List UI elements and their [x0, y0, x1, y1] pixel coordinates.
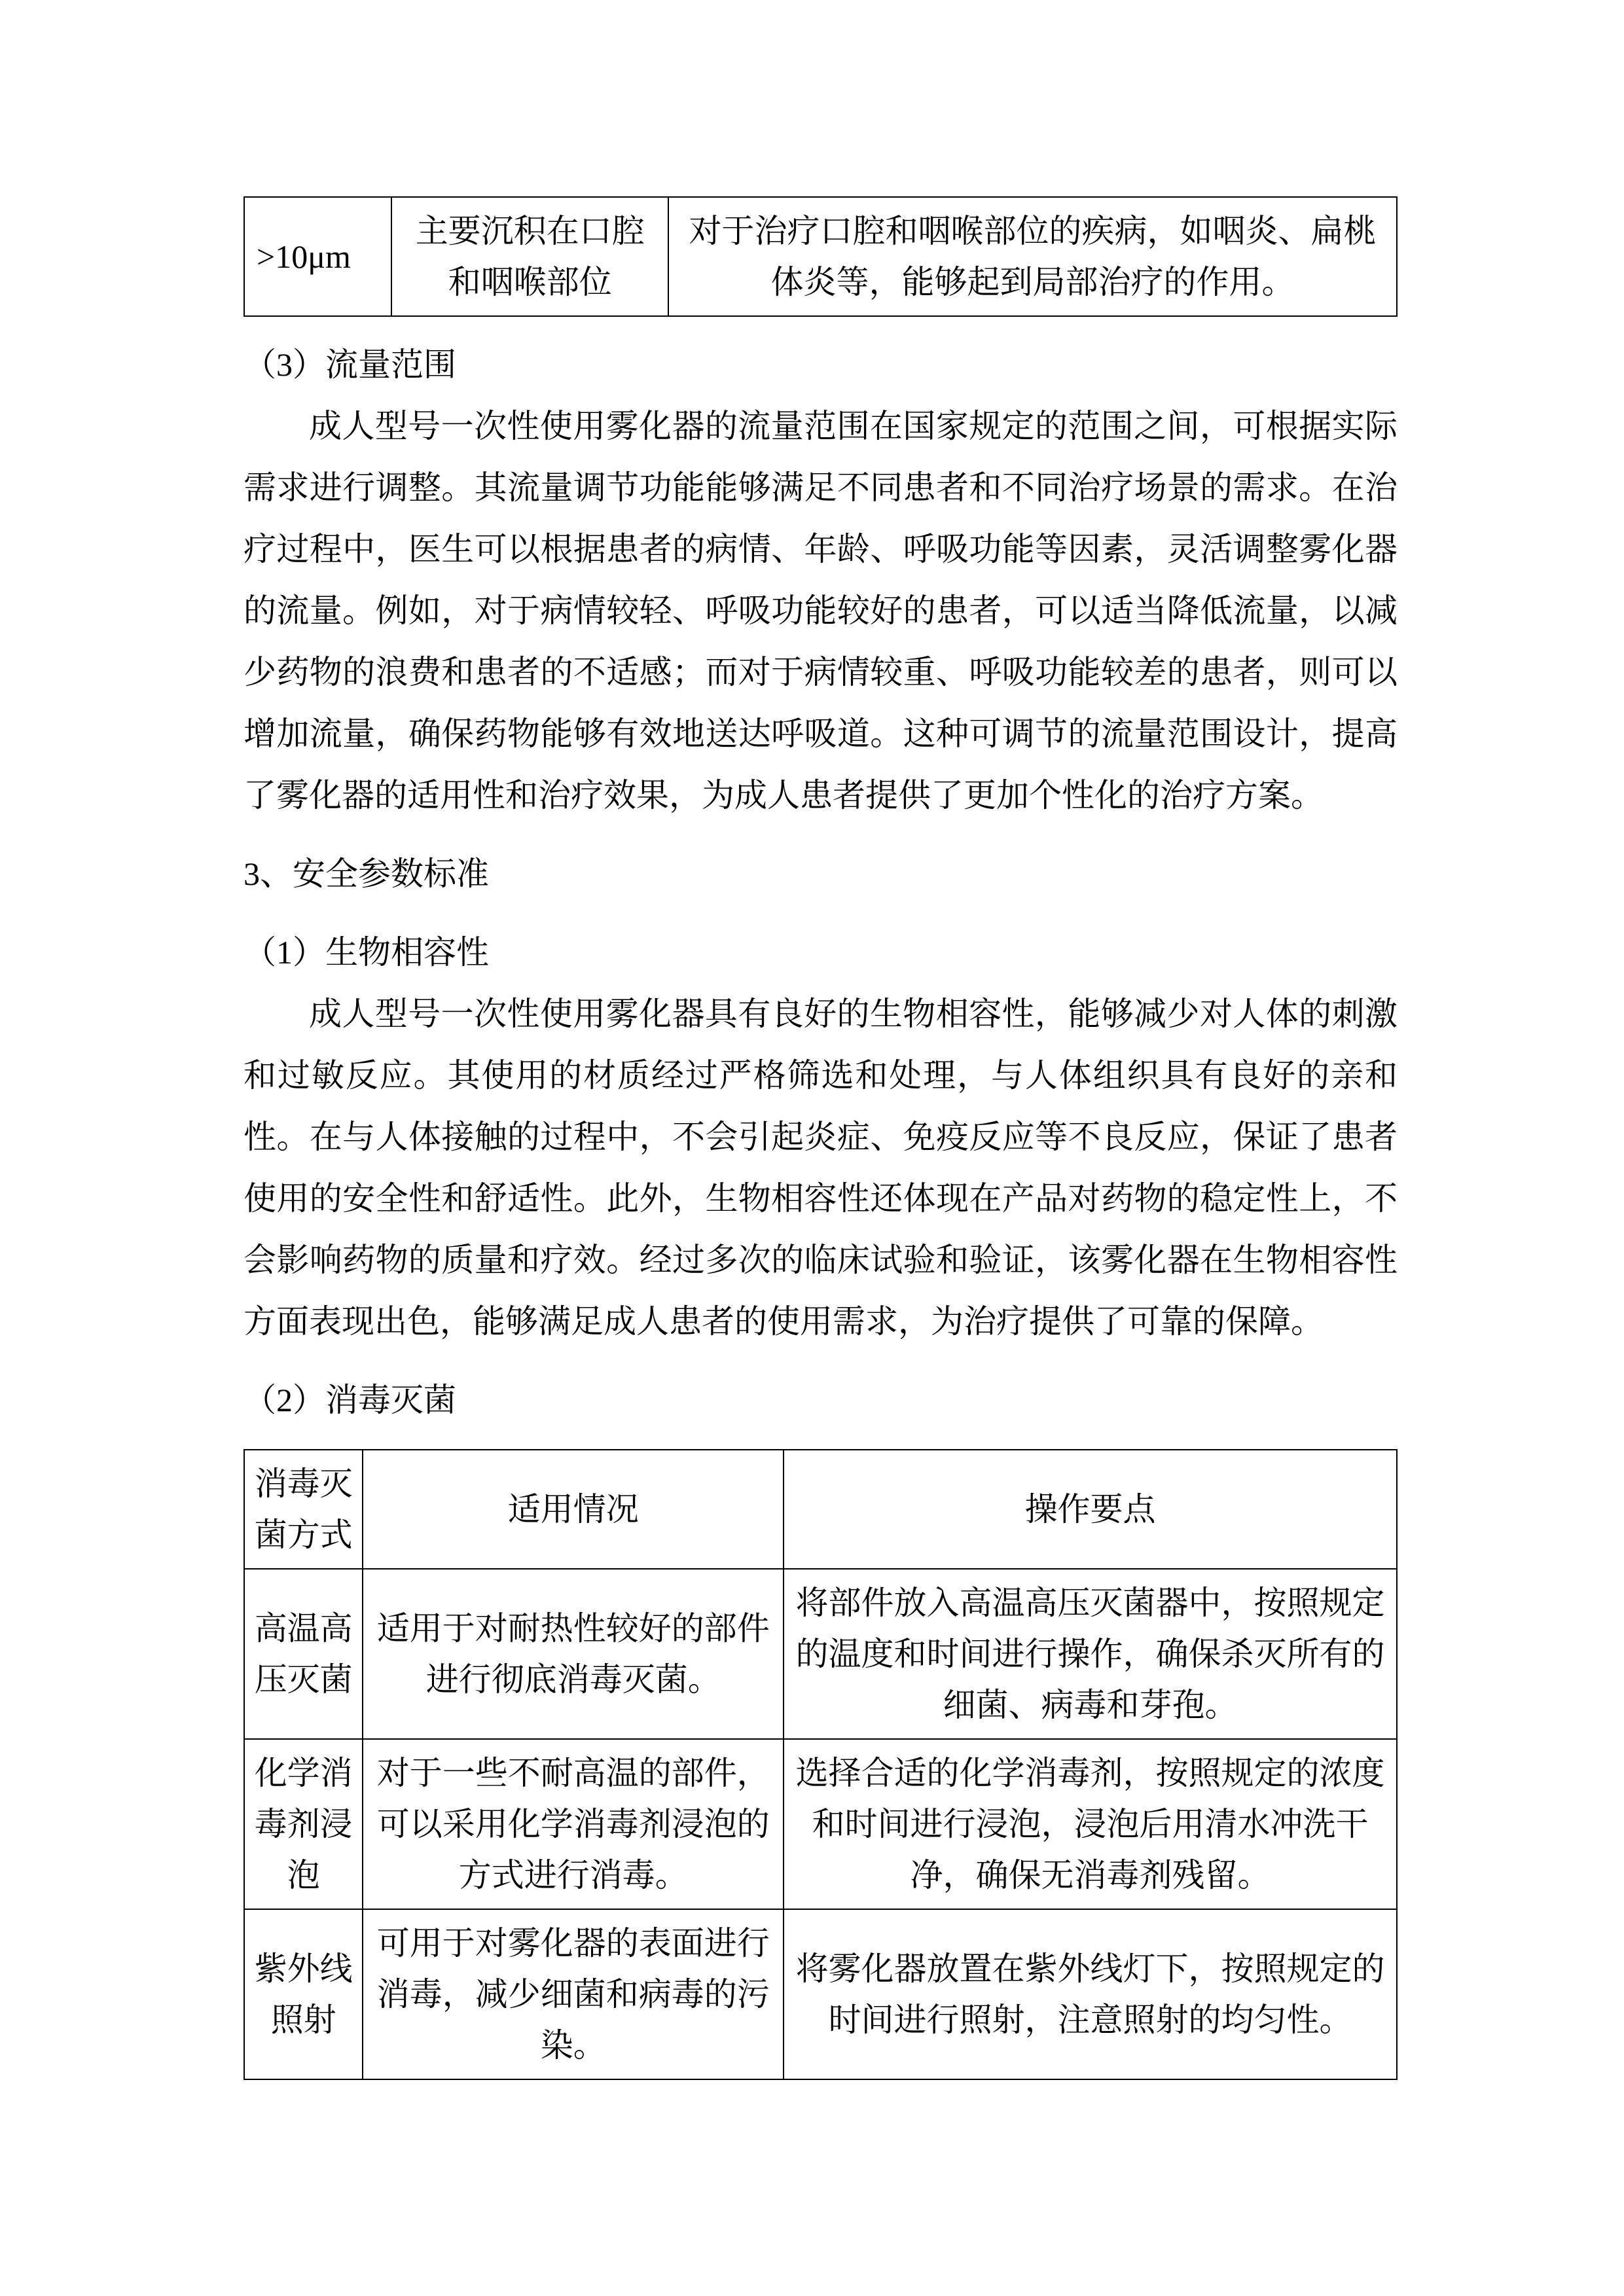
column-header-applicable: 适用情况: [363, 1450, 784, 1569]
operation-cell: 将部件放入高温高压灭菌器中，按照规定的温度和时间进行操作，确保杀灭所有的细菌、病毒和芽孢。: [784, 1569, 1397, 1739]
applicable-cell: 可用于对雾化器的表面进行消毒，减少细菌和病毒的污染。: [363, 1909, 784, 2079]
method-cell: 高温高压灭菌: [244, 1569, 363, 1739]
heading-safety-standards: 3、安全参数标准: [244, 855, 489, 892]
deposit-site-cell: 主要沉积在口腔和咽喉部位: [391, 197, 668, 316]
disinfection-table: [244, 1449, 1398, 2080]
method-cell: 紫外线照射: [244, 1909, 363, 2079]
particle-size-cell: >10μm: [244, 197, 391, 316]
table-row: [244, 1569, 1397, 1739]
operation-cell: 将雾化器放置在紫外线灯下，按照规定的时间进行照射，注意照射的均匀性。: [784, 1909, 1397, 2079]
table-row: [244, 197, 1397, 316]
operation-cell: 选择合适的化学消毒剂，按照规定的浓度和时间进行浸泡，浸泡后用清水冲洗干净，确保无消毒剂残留。: [784, 1739, 1397, 1909]
paragraph-flow-range: 成人型号一次性使用雾化器的流量范围在国家规定的范围之间，可根据实际需求进行调整。其流量调节功能能够满足不同患者和不同治疗场景的需求。在治疗过程中，医生可以根据患者的病情、年龄、呼吸功能等因素，灵活调整雾化器的流量。例如，对于病情较轻、呼吸功能较好的患者，可以适当降低流量，以减少药物的浪费和患者的不适感；而对于病情较重、呼吸功能较差的患者，则可以增加流量，确保药物能够有效地送达呼吸道。这种可调节的流量范围设计，提高了雾化器的适用性和治疗效果，为成人患者提供了更加个性化的治疗方案。: [244, 408, 1398, 814]
table-row: [244, 1739, 1397, 1909]
heading-flow-range: （3）流量范围: [244, 346, 456, 383]
column-header-method: 消毒灭菌方式: [244, 1450, 363, 1569]
method-cell: 化学消毒剂浸泡: [244, 1739, 363, 1909]
heading-disinfection: （2）消毒灭菌: [244, 1382, 456, 1418]
particle-size-table: [244, 196, 1398, 317]
treatment-effect-cell: 对于治疗口腔和咽喉部位的疾病，如咽炎、扁桃体炎等，能够起到局部治疗的作用。: [668, 197, 1397, 316]
table-header-row: [244, 1450, 1397, 1569]
applicable-cell: 对于一些不耐高温的部件，可以采用化学消毒剂浸泡的方式进行消毒。: [363, 1739, 784, 1909]
heading-biocompatibility: （1）生物相容性: [244, 934, 489, 971]
table-row: [244, 1909, 1397, 2079]
paragraph-biocompatibility: 成人型号一次性使用雾化器具有良好的生物相容性，能够减少对人体的刺激和过敏反应。其使用的材质经过严格筛选和处理，与人体组织具有良好的亲和性。在与人体接触的过程中，不会引起炎症、免疫反应等不良反应，保证了患者使用的安全性和舒适性。此外，生物相容性还体现在产品对药物的稳定性上，不会影响药物的质量和疗效。经过多次的临床试验和验证，该雾化器在生物相容性方面表现出色，能够满足成人患者的使用需求，为治疗提供了可靠的保障。: [244, 996, 1398, 1340]
column-header-operation: 操作要点: [784, 1450, 1397, 1569]
applicable-cell: 适用于对耐热性较好的部件进行彻底消毒灭菌。: [363, 1569, 784, 1739]
